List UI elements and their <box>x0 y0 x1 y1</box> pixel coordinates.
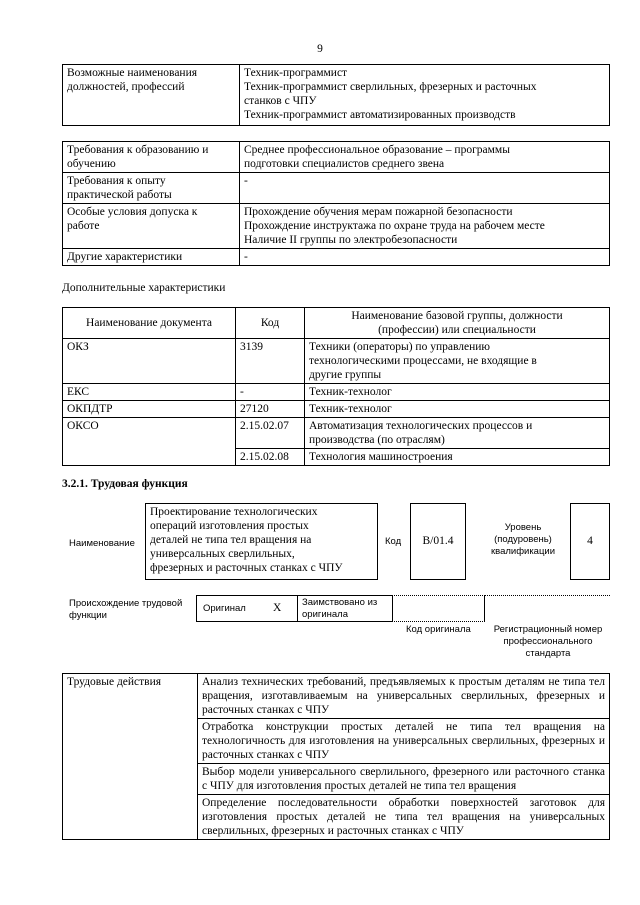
positions-value: Техник-программист Техник-программист сверлильных, фрезерных и расточных станков с ЧПУ Техник-программист автоматизированных производств <box>240 65 610 126</box>
cell-code: - <box>236 384 305 401</box>
additional-heading: Дополнительные характеристики <box>62 282 226 294</box>
function-name-label: Наименование <box>69 538 135 549</box>
cell-doc: ЕКС <box>63 384 236 401</box>
origin-code-cell <box>392 595 485 622</box>
action-item: Отработка конструкции простых деталей не типа тел вращения на технологичность для изготовления на универсальных сверлильных, фрезерных и расточных станках с ЧПУ <box>198 719 610 764</box>
reg-number-caption: Регистрационный номер профессионального стандарта <box>493 624 603 659</box>
function-heading: 3.2.1. Трудовая функция <box>62 478 188 490</box>
table-row <box>63 418 610 449</box>
action-item: Анализ технических требований, предъявляемых к простым деталям не типа тел вращения, изготавливаемым на универсальных сверлильных, фрезерных и расточных станках с ЧПУ <box>198 674 610 719</box>
header-document: Наименование документа <box>63 308 236 339</box>
origin-borrowed-cell <box>297 595 393 622</box>
origin-label: Происхождение трудовой функции <box>69 598 183 621</box>
additional-table <box>62 307 610 466</box>
table-row <box>63 339 610 384</box>
cell-name: Автоматизация технологических процессов и производства (по отраслям) <box>305 418 610 449</box>
actions-label: Трудовые действия <box>63 674 198 840</box>
origin-reg-cell <box>484 595 610 622</box>
table-row <box>63 173 610 204</box>
cell-name: Технология машиностроения <box>305 449 610 466</box>
experience-label: Требования к опыту практической работы <box>63 173 240 204</box>
code-original-caption: Код оригинала <box>406 624 471 635</box>
education-value: Среднее профессиональное образование – программы подготовки специалистов среднего звена <box>240 142 610 173</box>
admission-label: Особые условия допуска к работе <box>63 204 240 249</box>
function-code-value: B/01.4 <box>422 535 454 547</box>
positions-table <box>62 64 610 126</box>
cell-name: Техники (операторы) по управлению технологическими процессами, не входящие в другие группы <box>305 339 610 384</box>
level-box <box>570 503 610 580</box>
cell-code: 27120 <box>236 401 305 418</box>
header-name: Наименование базовой группы, должности (профессии) или специальности <box>305 308 610 339</box>
cell-code: 2.15.02.08 <box>236 449 305 466</box>
cell-name: Техник-технолог <box>305 401 610 418</box>
cell-doc: ОКЗ <box>63 339 236 384</box>
admission-value: Прохождение обучения мерам пожарной безопасности Прохождение инструктажа по охране труда на рабочем месте Наличие II группы по электробезопасности <box>240 204 610 249</box>
actions-table <box>62 673 610 840</box>
other-label: Другие характеристики <box>63 249 240 266</box>
table-row <box>63 142 610 173</box>
header-code: Код <box>236 308 305 339</box>
table-row <box>63 65 610 126</box>
level-value: 4 <box>587 535 593 547</box>
experience-value: - <box>240 173 610 204</box>
positions-label: Возможные наименования должностей, профессий <box>63 65 240 126</box>
level-label: Уровень (подуровень) квалификации <box>490 522 556 557</box>
table-header-row <box>63 308 610 339</box>
function-code-label: Код <box>385 536 402 547</box>
other-value: - <box>240 249 610 266</box>
cell-code: 2.15.02.07 <box>236 418 305 449</box>
table-row <box>63 401 610 418</box>
table-row <box>63 674 610 719</box>
borrowed-label: Заимствовано из оригинала <box>302 597 378 620</box>
original-label: Оригинал <box>203 603 246 614</box>
cell-doc: ОКСО <box>63 418 236 466</box>
action-item: Выбор модели универсального сверлильного, фрезерного или расточного станка с ЧПУ для изготовления простых деталей не типа тел вращения <box>198 764 610 795</box>
action-item: Определение последовательности обработки поверхностей заготовок для изготовления простых деталей не типа тел вращения на универсальных сверлильных, фрезерных и расточных станках с ЧПУ <box>198 795 610 840</box>
original-mark: X <box>273 602 282 614</box>
requirements-table <box>62 141 610 266</box>
function-name-box: Проектирование технологических операций изготовления простых деталей не типа тел вращения на универсальных сверлильных, фрезерных и расточных станках с ЧПУ <box>145 503 378 580</box>
page-number: 9 <box>317 43 323 55</box>
origin-original-cell <box>196 595 298 622</box>
cell-code: 3139 <box>236 339 305 384</box>
education-label: Требования к образованию и обучению <box>63 142 240 173</box>
cell-name: Техник-технолог <box>305 384 610 401</box>
cell-doc: ОКПДТР <box>63 401 236 418</box>
table-row <box>63 204 610 249</box>
function-code-box <box>410 503 466 580</box>
table-row <box>63 384 610 401</box>
table-row <box>63 249 610 266</box>
